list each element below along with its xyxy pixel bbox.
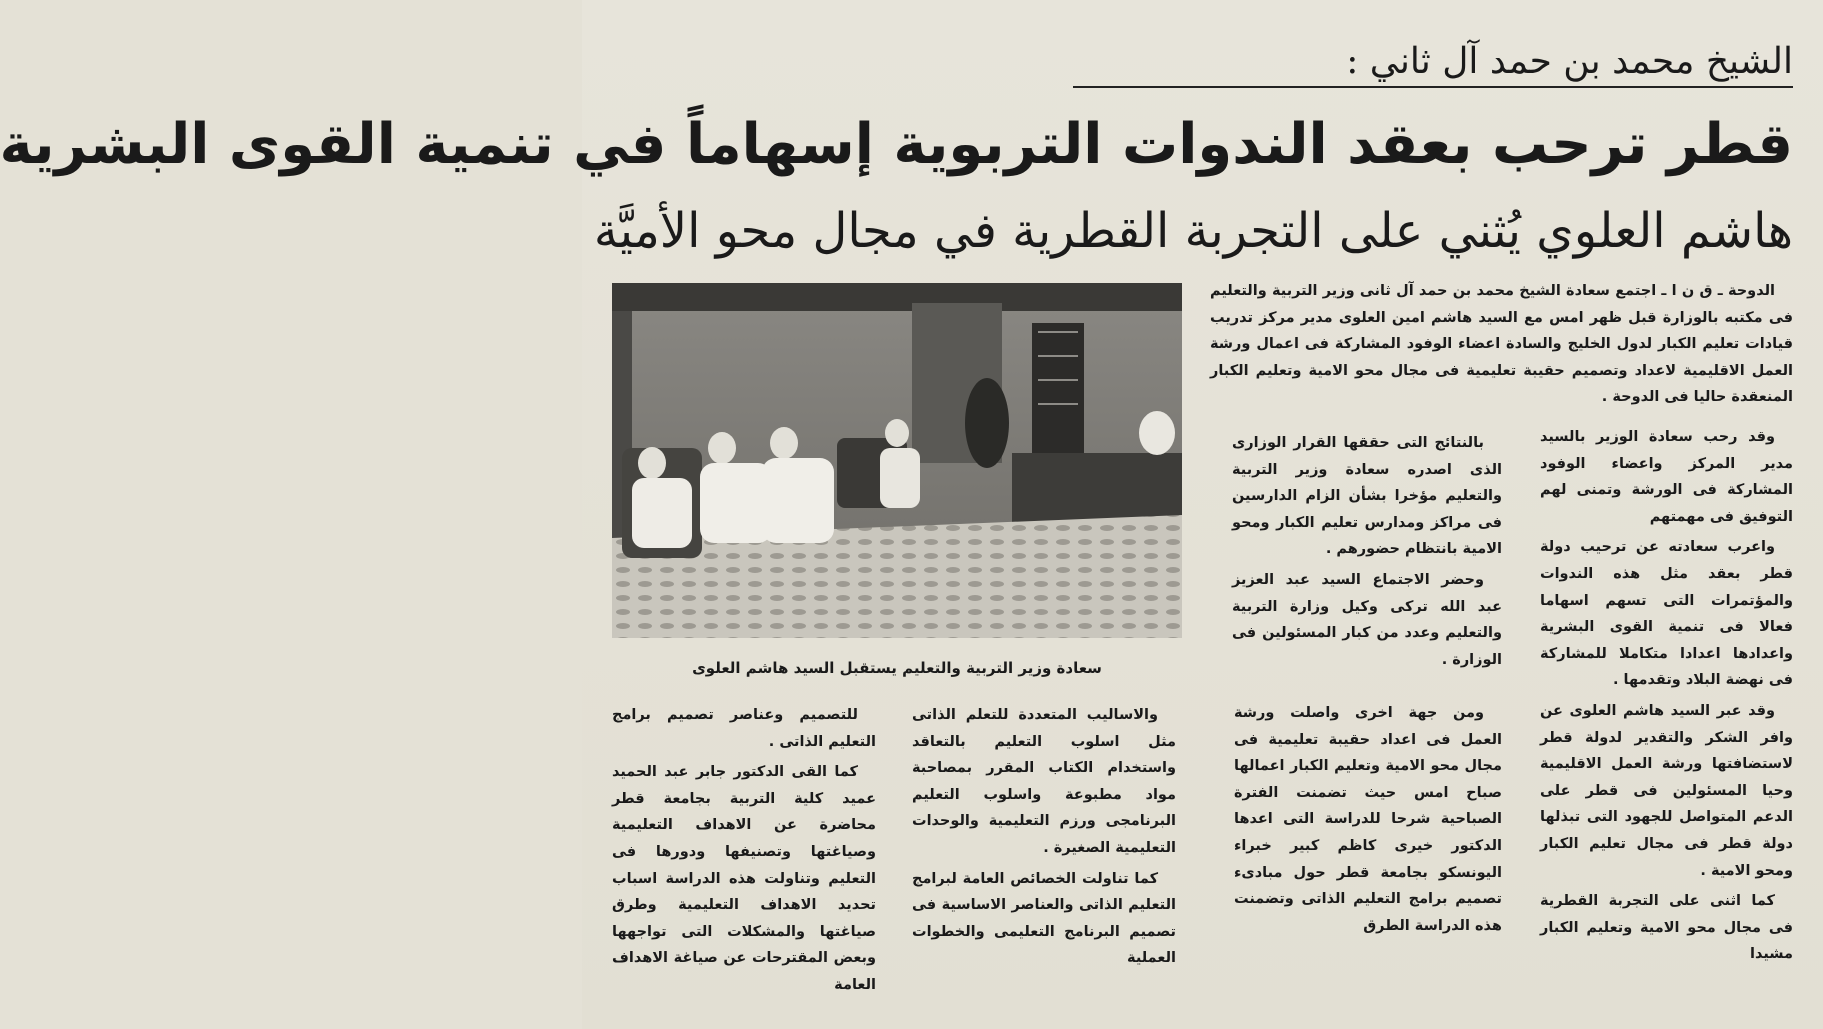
paragraph: والاساليب المتعددة للتعلم الذاتى مثل اسلوب التعليم بالتعاقد واستخدام الكتاب المقرر بمصاحبة مواد مطبوعة واسلوب التعليم البرنامجى ورزم التعليمية والوحدات التعليمية الصغيرة . (912, 707, 1176, 856)
paragraph: بالنتائج التى حققها القرار الوزارى الذى اصدره سعادة وزير التربية والتعليم مؤخرا بشأن الزام الدارسين فى مراكز ومدارس تعليم الكبار ومحو الامية بانتظام حضورهم . (1232, 435, 1502, 558)
lead-text: الدوحة ـ ق ن ا ـ اجتمع سعادة الشيخ محمد بن حمد آل ثانى وزير التربية والتعليم فى مكتبه بالوزارة قبل ظهر امس مع السيد هاشم امين العلوى مدير مركز تدريب قيادات تعليم الكبار لدول الخليج والسادة اعضاء الوفود المشاركة فى اعمال ورشة العمل الاقليمية لاعداد وتصميم حقيبة تعليمية فى مجال محو الامية وتعليم الكبار المنعقدة حاليا فى الدوحة . (1210, 283, 1793, 406)
text-column-2 (1232, 430, 1502, 700)
text-column-4 (912, 702, 1176, 1029)
paragraph: كما القى الدكتور جابر عبد الحميد عميد كلية التربية بجامعة قطر محاضرة عن الاهداف التعليمية وصياغتها وتصنيفها ودورها فى التعليم وتناولت هذه الدراسة اسباب تحديد الاهداف التعليمية وطرق صياغتها والمشكلات التى تواجهها وبعض المقترحات عن صياغة الاهداف العامة (612, 764, 876, 993)
photo-caption: سعادة وزير التربية والتعليم يستقبل السيد هاشم العلوى (692, 659, 1102, 677)
paragraph: للتصميم وعناصر تصميم برامج التعليم الذاتى . (612, 707, 876, 750)
paragraph: وقد رحب سعادة الوزير بالسيد مدير المركز واعضاء الوفود المشاركة فى الورشة وتمنى لهم التوفيق فى مهمتهم (1540, 429, 1793, 525)
paragraph: وحضر الاجتماع السيد عبد العزيز عبد الله تركى وكيل وزارة التربية والتعليم وعدد من كبار المسئولين فى الوزارة . (1232, 571, 1502, 668)
paragraph: كما تناولت الخصائص العامة لبرامج التعليم الذاتى والعناصر الاساسية فى تصميم البرنامج التعليمى والخطوات العملية (912, 870, 1176, 967)
article-subheadline: هاشم العلوي يُثني على التجربة القطرية في مجال محو الأميَّة (593, 203, 1793, 259)
news-photo-image (612, 283, 1182, 638)
article-kicker: الشيخ محمد بن حمد آل ثاني : (1346, 41, 1793, 82)
article-headline: قطر ترحب بعقد الندوات التربوية إسهاماً في تنمية القوى البشرية (0, 112, 1793, 177)
text-column-1 (1540, 424, 1793, 980)
paragraph: كما اثنى على التجربة القطرية فى مجال محو الامية وتعليم الكبار مشيدا (1540, 893, 1793, 963)
article-lead-paragraph (1210, 278, 1793, 448)
news-photo (612, 283, 1182, 638)
paragraph: واعرب سعادته عن ترحيب دولة قطر بعقد مثل هذه الندوات والمؤتمرات التى تسهم اسهاما فعالا فى تنمية القوى البشرية واعدادها اعدادا متكاملا للمشاركة فى نهضة البلاد وتقدمها . (1540, 539, 1793, 689)
kicker-underline (1073, 86, 1793, 88)
text-column-3 (1234, 700, 1502, 970)
paragraph: ومن جهة اخرى واصلت ورشة العمل فى اعداد حقيبة تعليمية فى مجال محو الامية وتعليم الكبار اعمالها صباح امس حيث تضمنت الفترة الصباحية شرحا للدراسة التى اعدها الدكتور خيرى كاظم كبير خبراء اليونسكو بجامعة قطر حول مبادىء تصميم برامج التعليم الذاتى وتضمنت هذه الدراسة الطرق (1234, 705, 1502, 934)
paragraph: وقد عبر السيد هاشم العلوى عن وافر الشكر والتقدير لدولة قطر لاستضافتها ورشة العمل الاقليمية وحيا المسئولين فى قطر على الدعم المتواصل للجهود التى تبذلها دولة قطر فى مجال تعليم الكبار ومحو الامية . (1540, 702, 1793, 879)
text-column-5 (612, 702, 876, 1029)
